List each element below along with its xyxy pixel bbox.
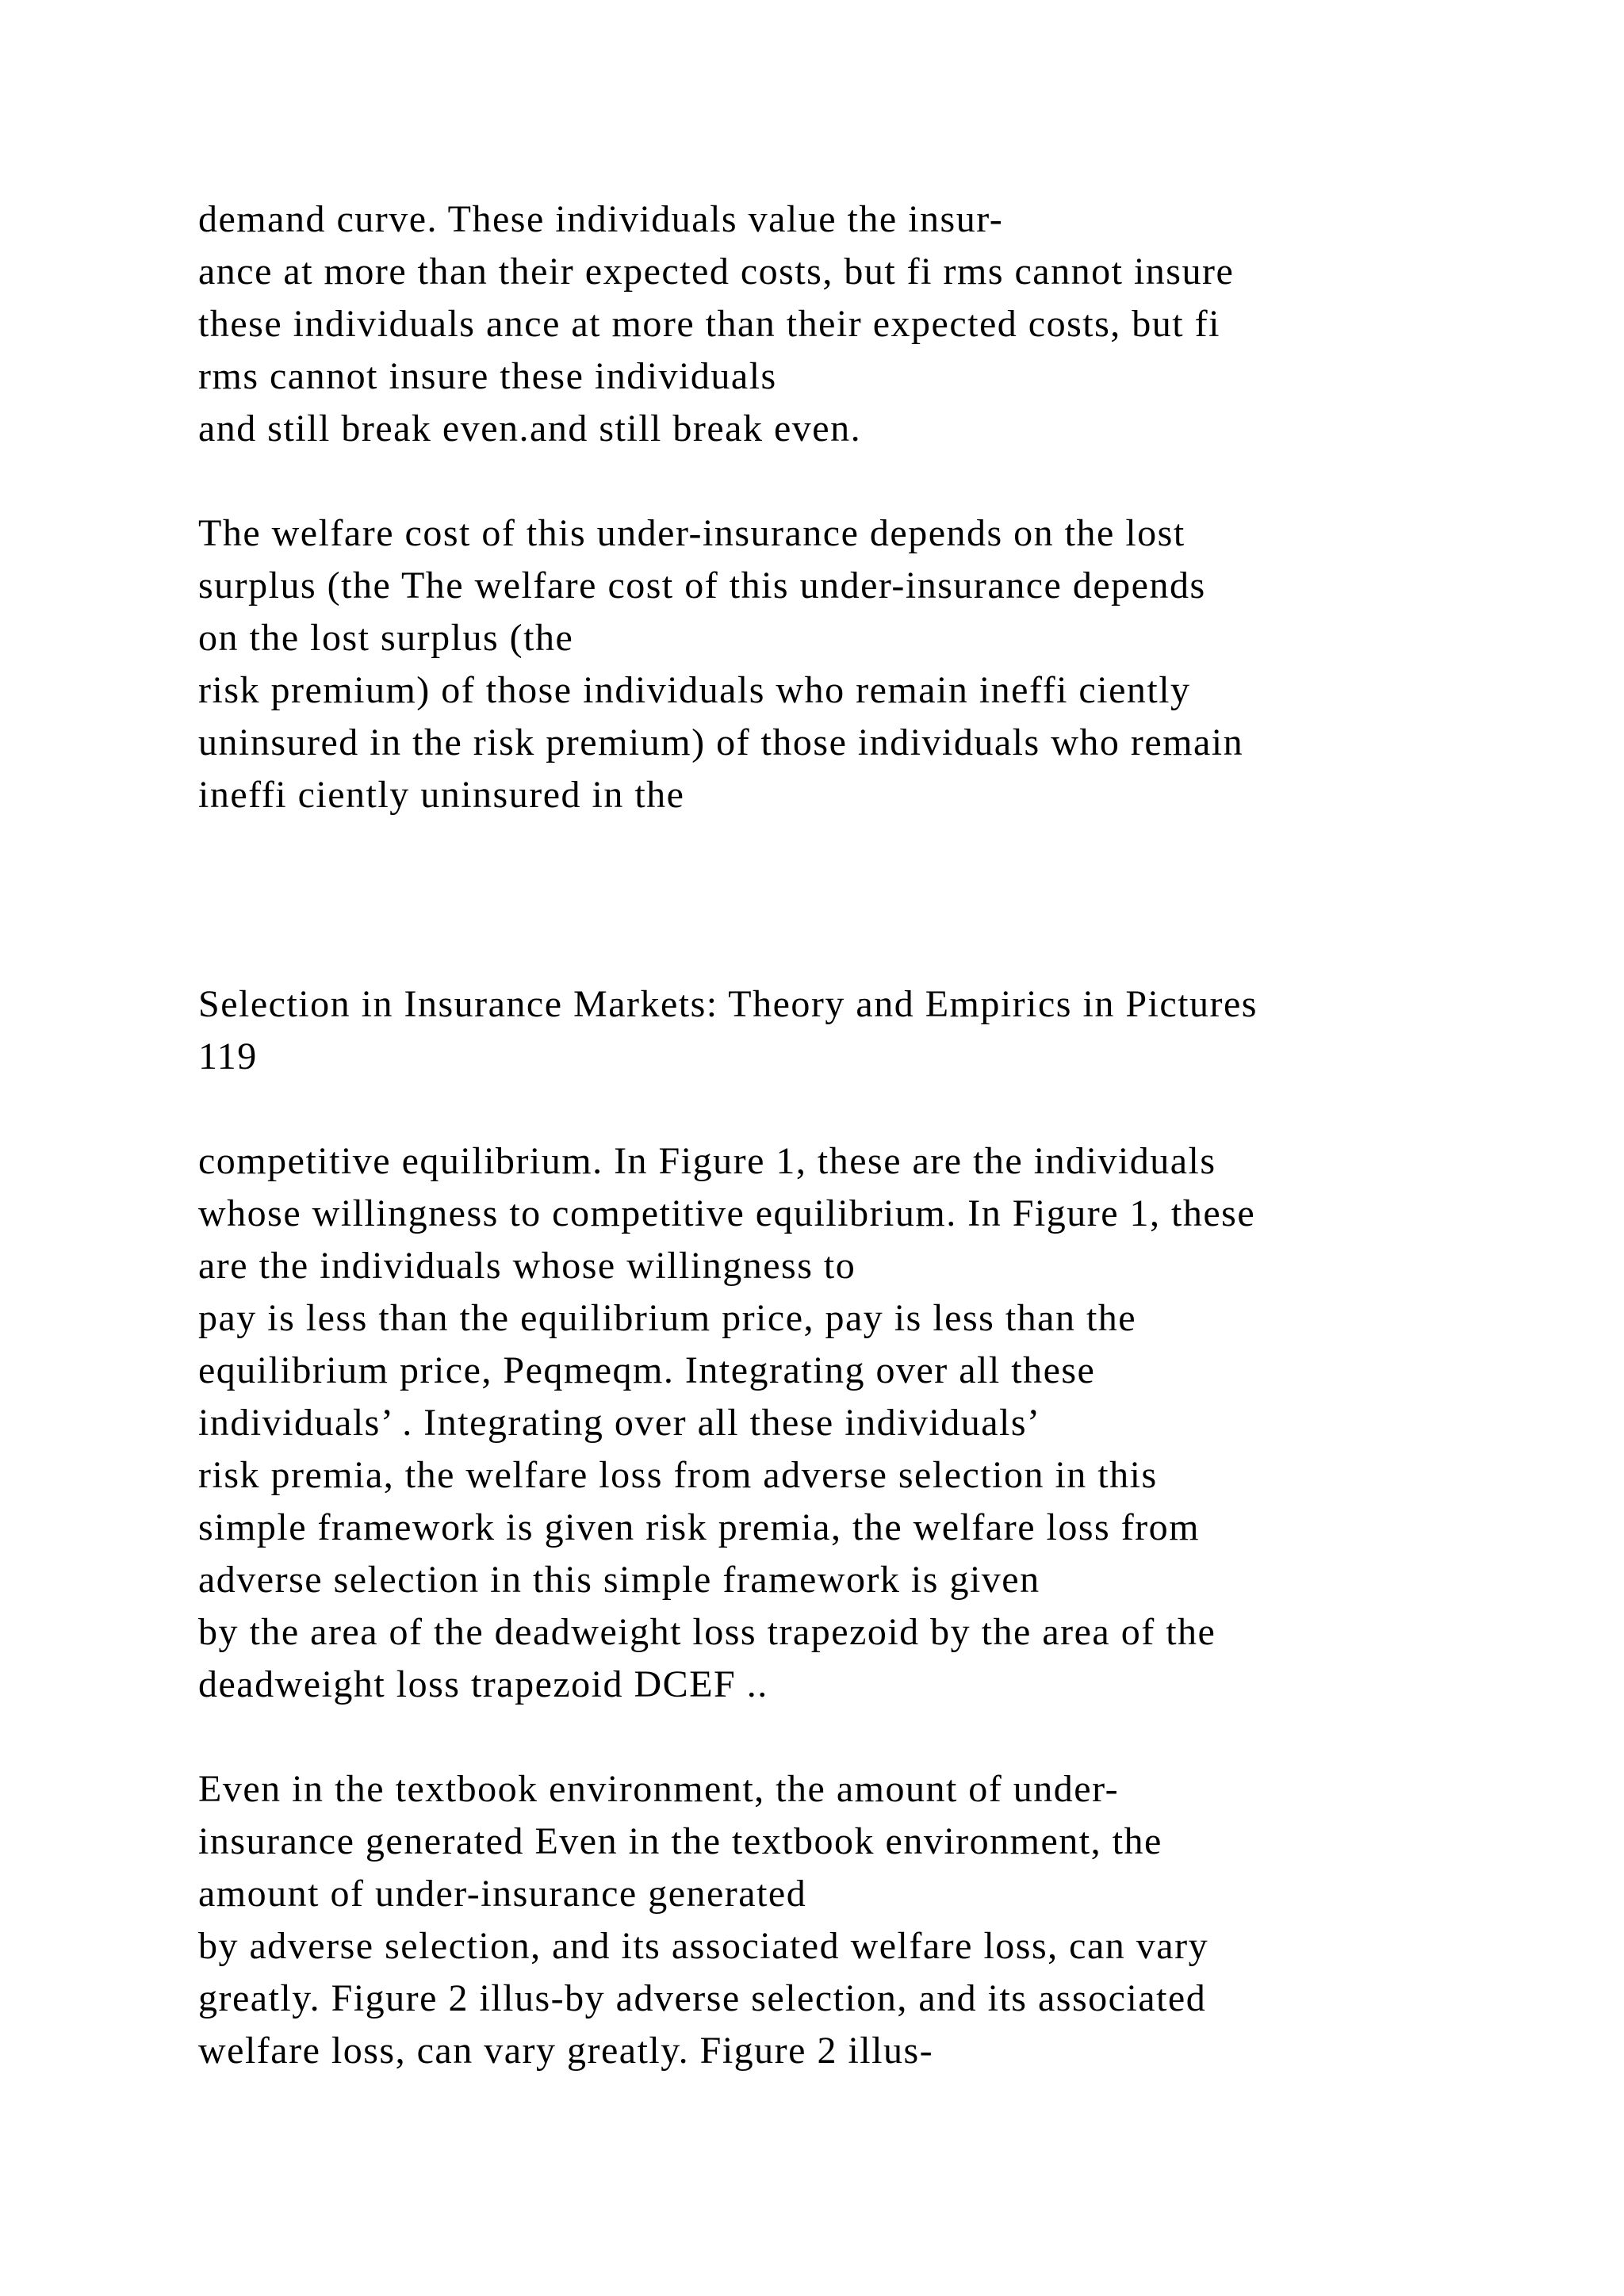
section-gap [198,821,1546,978]
page-number: 119 [198,1035,258,1077]
text-line: individuals’ . Integrating over all these individuals’ [198,1402,1041,1444]
text-line: amount of under-insurance generated [198,1873,807,1915]
text-line: and still break even.and still break even. [198,408,862,450]
text-line: rms cannot insure these individuals [198,355,777,397]
running-header-title: Selection in Insurance Markets: Theory and Empirics in Pictures [198,983,1258,1025]
running-header [198,978,1546,1083]
text-line: surplus (the The welfare cost of this under-insurance depends [198,564,1206,607]
text-line: simple framework is given risk premia, the welfare loss from [198,1506,1200,1548]
text-line: competitive equilibrium. In Figure 1, these are the individuals [198,1140,1216,1182]
text-line: deadweight loss trapezoid DCEF .. [198,1663,768,1705]
text-line: Even in the textbook environment, the amount of under- [198,1768,1120,1810]
paragraph-gap [198,1711,1546,1763]
text-line: by adverse selection, and its associated welfare loss, can vary [198,1925,1209,1967]
text-line: risk premium) of those individuals who remain ineffi ciently [198,669,1191,711]
paragraph-gap [198,1083,1546,1135]
text-line: pay is less than the equilibrium price, pay is less than the [198,1297,1137,1339]
paragraph-textbook-environment [198,1763,1546,2077]
text-line: by the area of the deadweight loss trapezoid by the area of the [198,1611,1216,1653]
text-line: equilibrium price, Peqmeqm. Integrating over all these [198,1349,1096,1391]
text-line: on the lost surplus (the [198,617,574,659]
text-line: ance at more than their expected costs, but fi rms cannot insure [198,251,1235,293]
text-line: greatly. Figure 2 illus-by adverse selection, and its associated [198,1977,1207,2019]
paragraph-welfare-cost [198,507,1546,821]
text-line: these individuals ance at more than their expected costs, but fi [198,303,1220,345]
text-line: welfare loss, can vary greatly. Figure 2 illus- [198,2030,934,2072]
paragraph-demand-curve [198,193,1546,455]
text-line: uninsured in the risk premium) of those individuals who remain [198,721,1244,763]
text-line: are the individuals whose willingness to [198,1245,856,1287]
text-line: adverse selection in this simple framework is given [198,1559,1040,1601]
text-line: risk premia, the welfare loss from adverse selection in this [198,1454,1158,1496]
text-line: The welfare cost of this under-insurance depends on the lost [198,512,1185,554]
paragraph-gap [198,455,1546,507]
text-line: ineffi ciently uninsured in the [198,774,685,816]
text-line: insurance generated Even in the textbook environment, the [198,1820,1162,1862]
paragraph-competitive-equilibrium [198,1135,1546,1711]
document-page [198,193,1546,2077]
text-line: demand curve. These individuals value the insur- [198,198,1004,240]
text-line: whose willingness to competitive equilibrium. In Figure 1, these [198,1192,1256,1234]
